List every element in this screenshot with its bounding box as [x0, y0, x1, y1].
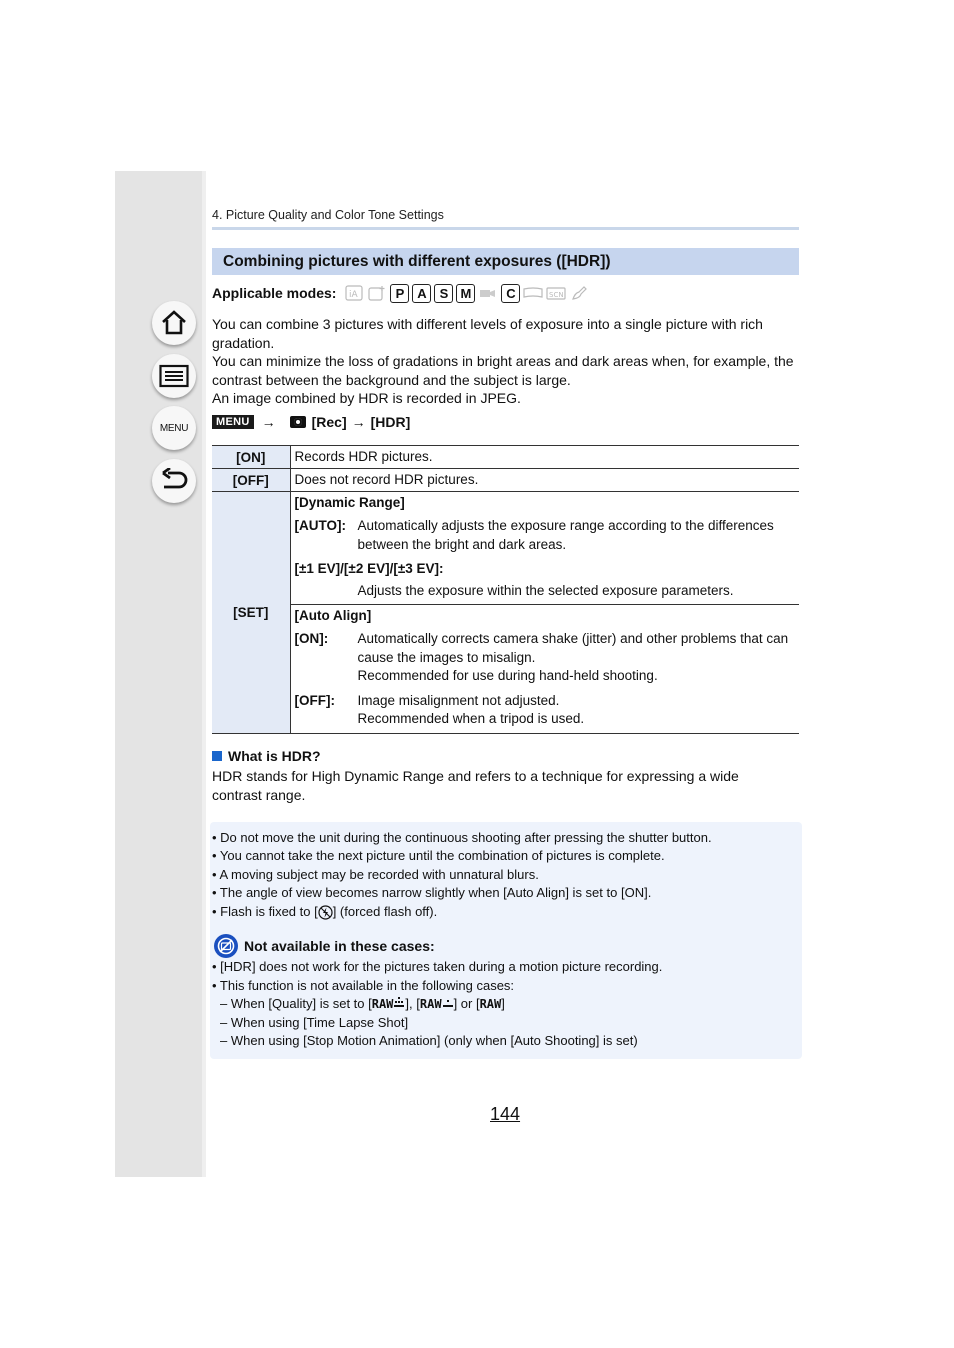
- settings-table: [212, 445, 799, 734]
- intro-paragraph-3: An image combined by HDR is recorded in JPEG.: [212, 390, 521, 406]
- intelligent-auto-plus-icon: [367, 284, 387, 303]
- quality-sep-3: ]: [501, 996, 505, 1011]
- raw-fine-label: RAW: [371, 997, 394, 1011]
- auto-align-on-key: [ON]:: [294, 631, 329, 646]
- mode-p-icon: P: [390, 284, 409, 303]
- table-row-on: [212, 446, 799, 469]
- svg-text:iA: iA: [349, 290, 359, 300]
- mode-a-icon: A: [412, 284, 431, 303]
- not-available-title: Not available in these cases:: [244, 938, 435, 954]
- dynamic-range-ev-desc: [291, 579, 800, 605]
- na-stop-motion: – When using [Stop Motion Animation] (only when [Auto Shooting] is set): [220, 1033, 638, 1048]
- sidebar: [115, 171, 202, 1177]
- applicable-modes-label: Applicable modes:: [212, 285, 337, 301]
- header-rule: [212, 227, 799, 230]
- menu-button-label: MENU: [159, 422, 189, 434]
- dynamic-range-ev: [291, 557, 800, 579]
- auto-align-on-note: [291, 667, 800, 689]
- back-arrow-icon: [159, 468, 189, 494]
- what-is-hdr-body: HDR stands for High Dynamic Range and refers to a technique for expressing a wide contrast range.: [212, 768, 739, 803]
- table-row-off: [212, 469, 799, 492]
- auto-align-on-val: Automatically corrects camera shake (jitter) and other problems that can cause the images to misalign.: [357, 631, 789, 665]
- creative-control-icon: [569, 284, 589, 303]
- quality-sep-2: ] or [: [453, 996, 480, 1011]
- quality-sep-1: ], [: [405, 996, 420, 1011]
- auto-align-off-val-2: Recommended when a tripod is used.: [357, 711, 585, 726]
- creative-video-icon: [478, 284, 498, 303]
- flash-off-icon: [318, 905, 333, 920]
- note-5: [212, 903, 437, 922]
- dynamic-range-auto-key: [AUTO]:: [294, 518, 346, 533]
- menu-button[interactable]: [152, 406, 196, 450]
- not-available-heading: [214, 934, 435, 958]
- home-button[interactable]: [152, 301, 196, 345]
- intro-paragraph-1: You can combine 3 pictures with different levels of exposure into a single picture with rich gradation.: [212, 316, 763, 351]
- what-is-hdr-heading: [212, 748, 321, 764]
- table-key-on: [ON]: [212, 446, 290, 469]
- menu-arrow-1: →: [261, 414, 276, 430]
- note-1: • Do not move the unit during the continuous shooting after pressing the shutter button.: [212, 830, 712, 845]
- menu-hdr: [HDR]: [370, 414, 411, 430]
- sidebar-edge: [202, 171, 206, 1177]
- list-icon: [159, 364, 189, 388]
- na-note-1: • [HDR] does not work for the pictures taken during a motion picture recording.: [212, 959, 663, 974]
- mode-c-icon: C: [501, 284, 520, 303]
- quality-prefix: – When [Quality] is set to [: [220, 996, 372, 1011]
- back-button[interactable]: [152, 459, 196, 503]
- note-4: • The angle of view becomes narrow slightly when [Auto Align] is set to [ON].: [212, 885, 652, 900]
- intelligent-auto-icon: [344, 284, 364, 303]
- table-key-set: [SET]: [212, 492, 290, 734]
- menu-badge: MENU: [212, 415, 254, 429]
- note-3: • A moving subject may be recorded with unnatural blurs.: [212, 867, 539, 882]
- menu-arrow-2: →: [351, 414, 366, 430]
- contents-button[interactable]: [152, 354, 196, 398]
- menu-rec: [Rec]: [311, 414, 347, 430]
- not-available-icon: [214, 934, 238, 958]
- header: [212, 205, 799, 230]
- table-row-set: [212, 492, 799, 734]
- what-is-hdr-title: What is HDR?: [228, 748, 321, 764]
- panorama-icon: [523, 284, 543, 303]
- table-val-set: [290, 492, 799, 734]
- scene-guide-icon: [546, 284, 566, 303]
- note-5-suffix: ] (forced flash off).: [332, 904, 438, 919]
- mode-s-icon: S: [434, 284, 453, 303]
- raw-standard-label: RAW: [419, 997, 442, 1011]
- dynamic-range-ev-val: Adjusts the exposure within the selected exposure parameters.: [357, 582, 734, 598]
- dynamic-range-ev-key: [±1 EV]/[±2 EV]/[±3 EV]:: [294, 561, 444, 576]
- notes-box: [210, 822, 802, 1059]
- page-number: 144: [490, 1104, 521, 1124]
- raw-only-icon: RAW: [479, 997, 502, 1011]
- home-icon: [160, 309, 188, 337]
- na-time-lapse: – When using [Time Lapse Shot]: [220, 1015, 409, 1030]
- svg-text:SCN: SCN: [549, 291, 565, 299]
- section-title: Combining pictures with different exposures ([HDR]): [212, 248, 799, 275]
- applicable-modes: [212, 283, 592, 303]
- intro-paragraph-2: You can minimize the loss of gradations in bright areas and dark areas when, for example, the contrast between the background and the subject is large.: [212, 353, 794, 388]
- na-note-2: • This function is not available in the following cases:: [212, 978, 515, 993]
- raw-standard-icon: [420, 995, 454, 1014]
- na-quality-line: [220, 995, 505, 1014]
- note-2: • You cannot take the next picture until the combination of pictures is complete.: [212, 848, 665, 863]
- dynamic-range-heading: [Dynamic Range]: [294, 495, 405, 510]
- auto-align-on: [291, 627, 800, 667]
- mode-m-icon: M: [456, 284, 475, 303]
- auto-align-off-note: [291, 710, 800, 733]
- dynamic-range-auto-val: Automatically adjusts the exposure range according to the differences between the bright and dark areas.: [357, 518, 774, 552]
- square-bullet-icon: [212, 751, 222, 761]
- breadcrumb: 4. Picture Quality and Color Tone Settings: [212, 208, 444, 222]
- fine-quality-icon: [393, 996, 405, 1008]
- auto-align-off-key: [OFF]:: [294, 692, 335, 708]
- auto-align-on-val-2: Recommended for use during hand-held shooting.: [357, 668, 658, 683]
- camera-icon: [290, 416, 306, 428]
- table-val-off: Does not record HDR pictures.: [290, 469, 799, 492]
- table-val-on: Records HDR pictures.: [290, 446, 799, 469]
- note-5-prefix: • Flash is fixed to [: [212, 904, 318, 919]
- dynamic-range-auto: [291, 514, 800, 557]
- table-key-off: [OFF]: [212, 469, 290, 492]
- raw-fine-icon: [372, 995, 406, 1014]
- auto-align-off-val: Image misalignment not adjusted.: [357, 692, 560, 708]
- auto-align-heading: [Auto Align]: [294, 608, 372, 623]
- standard-quality-icon: [442, 996, 454, 1008]
- auto-align-off: [291, 689, 800, 711]
- menu-path: [212, 412, 410, 432]
